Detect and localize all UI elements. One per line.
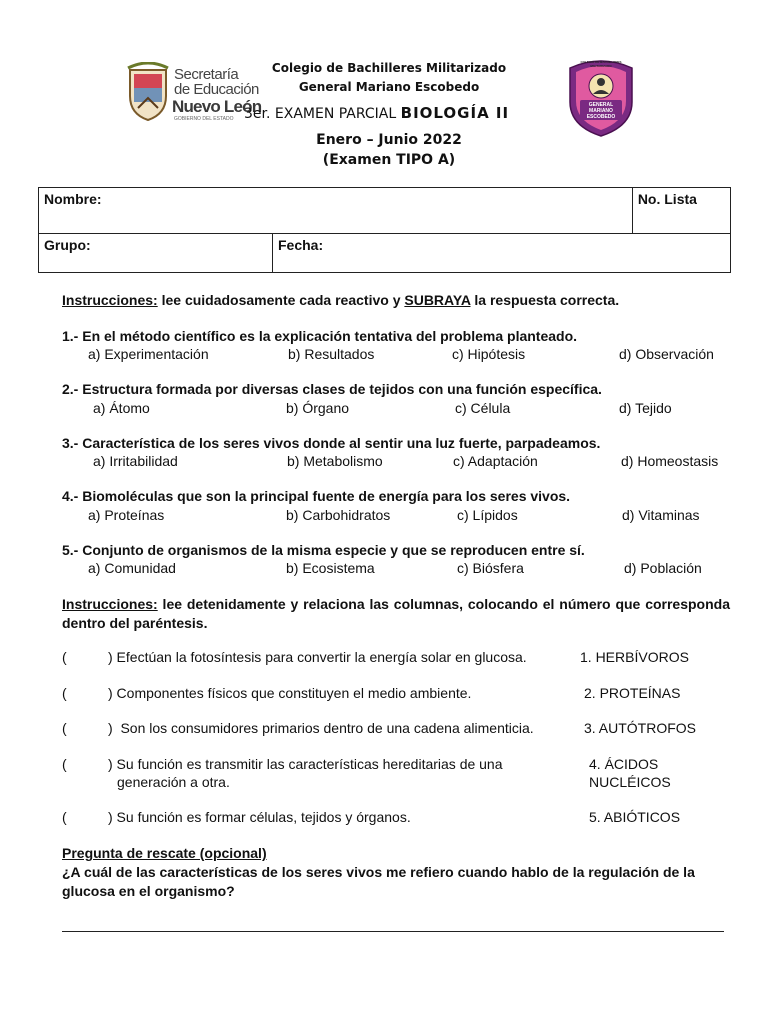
exam-title [244, 104, 509, 123]
rescue-question: ¿A cuál de las características de los seres vivos me refiero cuando hablo de la regulación de la glucosa en el organismo? [62, 864, 695, 899]
nombre-label: Nombre: [44, 191, 102, 207]
question-5: 5.- Conjunto de organismos de la misma especie y que se reproducen entre sí. [62, 542, 585, 558]
q4-option-a[interactable]: a) Proteínas [88, 507, 165, 523]
q4-option-b[interactable]: b) Carbohidratos [286, 507, 391, 523]
q1-option-b[interactable]: b) Resultados [288, 346, 375, 362]
q2-option-c[interactable]: c) Célula [455, 400, 511, 416]
match-4-answer-cont: NUCLÉICOS [589, 774, 671, 790]
exam-type: (Examen TIPO A) [322, 152, 456, 168]
instructions-1-text-b: la respuesta correcta. [470, 292, 620, 308]
q5-option-a[interactable]: a) Comunidad [88, 560, 176, 576]
q5-option-c[interactable]: c) Biósfera [457, 560, 524, 576]
instructions-2-text: lee detenidamente y relaciona las columnas, colocando el número que corresponda dentro del paréntesis. [62, 596, 730, 631]
question-4: 4.- Biomoléculas que son la principal fuente de energía para los seres vivos. [62, 488, 571, 504]
q2-option-a[interactable]: a) Átomo [93, 400, 150, 416]
match-5-paren[interactable]: ( [62, 809, 67, 825]
match-3-paren[interactable]: ( [62, 720, 67, 736]
instructions-1-label: Instrucciones: [62, 292, 158, 308]
match-2-desc: ) Componentes físicos que constituyen el medio ambiente. [108, 685, 472, 701]
match-4-paren[interactable]: ( [62, 756, 67, 772]
q1-option-d[interactable]: d) Observación [619, 346, 714, 362]
match-4-desc: ) Su función es transmitir las características hereditarias de una [108, 756, 503, 772]
match-5-answer: 5. ABIÓTICOS [589, 809, 681, 825]
student-info-table [38, 187, 731, 273]
nombre-field[interactable] [39, 188, 633, 234]
crest-ring-text: COLEGIO DE BACHILLERES MILITARIZADO [580, 60, 622, 68]
match-1-answer: 1. HERBÍVOROS [580, 649, 689, 665]
q3-option-d[interactable]: d) Homeostasis [621, 453, 719, 469]
match-4-answer: 4. ÁCIDOS [589, 756, 659, 772]
no-lista-label: No. Lista [637, 191, 697, 207]
exam-period: Enero – Junio 2022 [316, 132, 462, 148]
grupo-field[interactable] [39, 234, 273, 273]
question-3: 3.- Característica de los seres vivos donde al sentir una luz fuerte, parpadeamos. [62, 435, 601, 451]
q1-option-c[interactable]: c) Hipótesis [452, 346, 526, 362]
sep-logo-line2: de Educación [174, 81, 259, 98]
match-3-desc: ) Son los consumidores primarios dentro de una cadena alimenticia. [108, 720, 534, 736]
crest-line3: ESCOBEDO [586, 114, 616, 120]
q5-option-b[interactable]: b) Ecosistema [286, 560, 375, 576]
match-1-desc: ) Efectúan la fotosíntesis para convertir la energía solar en glucosa. [108, 649, 527, 665]
instructions-1-emphasis: SUBRAYA [404, 292, 471, 308]
q1-option-a[interactable]: a) Experimentación [88, 346, 209, 362]
q4-option-c[interactable]: c) Lípidos [457, 507, 518, 523]
match-2-answer: 2. PROTEÍNAS [584, 685, 681, 701]
crest-line1: GENERAL [588, 102, 614, 108]
fecha-field[interactable] [273, 234, 731, 273]
q3-option-a[interactable]: a) Irritabilidad [93, 453, 178, 469]
sep-logo-line1: Secretaría [174, 66, 239, 83]
sep-logo-line3: Nuevo León [172, 97, 262, 116]
fecha-label: Fecha: [278, 237, 324, 253]
instructions-2 [62, 595, 730, 633]
instructions-2-label: Instrucciones: [62, 596, 158, 612]
no-lista-field[interactable] [632, 188, 730, 234]
school-subname: General Mariano Escobedo [298, 80, 480, 94]
state-shield-icon [126, 62, 170, 122]
match-2-paren[interactable]: ( [62, 685, 67, 701]
q3-option-b[interactable]: b) Metabolismo [287, 453, 383, 469]
school-name: Colegio de Bachilleres Militarizado [271, 61, 507, 75]
question-1: 1.- En el método científico es la explicación tentativa del problema planteado. [62, 328, 578, 344]
instructions-1-text-a: lee cuidadosamente cada reactivo y [157, 292, 405, 308]
rescue-title: Pregunta de rescate (opcional) [62, 845, 267, 861]
answer-line[interactable] [62, 931, 724, 932]
q2-option-b[interactable]: b) Órgano [286, 400, 350, 416]
grupo-label: Grupo: [44, 237, 91, 253]
q4-option-d[interactable]: d) Vitaminas [622, 507, 700, 523]
match-5-desc: ) Su función es formar células, tejidos y órganos. [108, 809, 411, 825]
exam-prefix: 3er. EXAMEN PARCIAL [244, 106, 401, 122]
question-2: 2.- Estructura formada por diversas clases de tejidos con una función específica. [62, 381, 602, 397]
instructions-1 [62, 292, 619, 308]
q2-option-d[interactable]: d) Tejido [619, 400, 672, 416]
q5-option-d[interactable]: d) Población [624, 560, 702, 576]
match-1-paren[interactable]: ( [62, 649, 67, 665]
school-crest [566, 54, 636, 138]
match-4-desc-cont: generación a otra. [117, 774, 230, 790]
crest-line2: MARIANO [589, 108, 613, 114]
exam-subject: BIOLOGÍA II [400, 104, 510, 122]
q3-option-c[interactable]: c) Adaptación [453, 453, 538, 469]
sep-logo-line4: GOBIERNO DEL ESTADO [174, 116, 234, 122]
match-3-answer: 3. AUTÓTROFOS [584, 720, 697, 736]
